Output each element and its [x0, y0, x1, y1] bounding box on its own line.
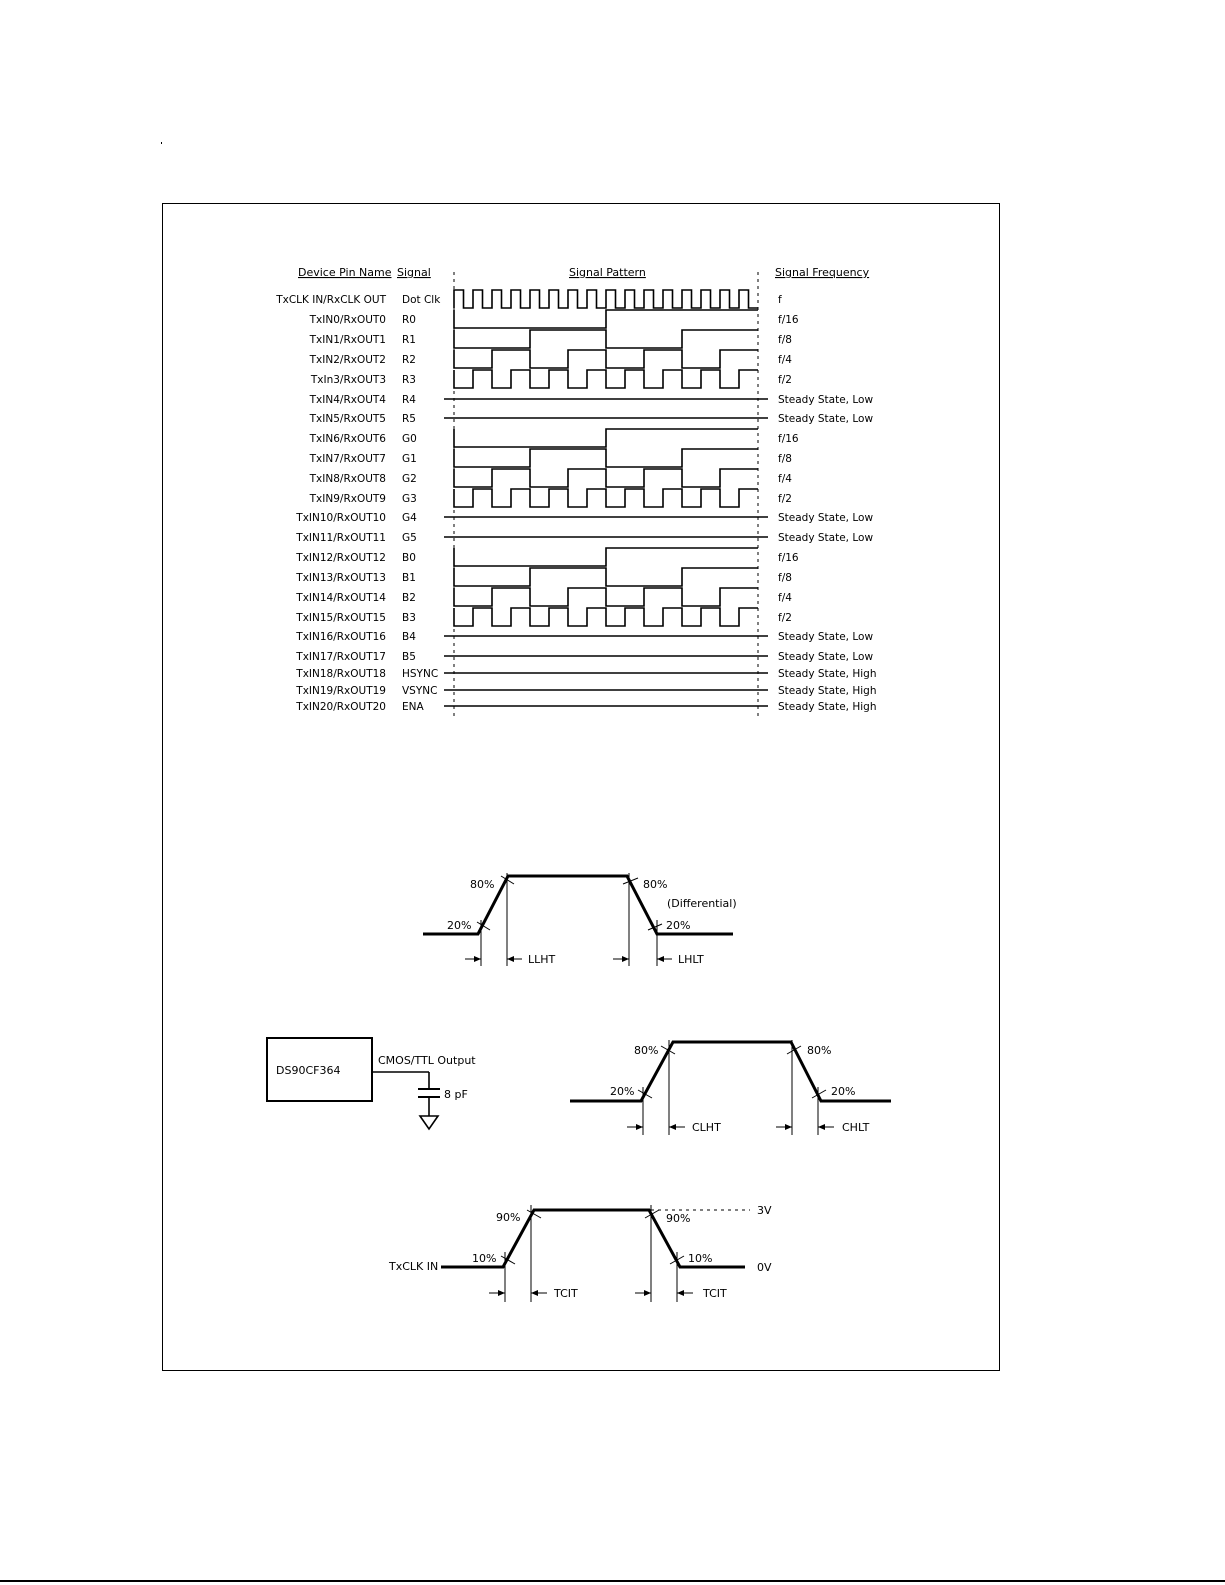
pin-name: TxIN10/RxOUT10: [296, 512, 386, 524]
pin-name: TxIN16/RxOUT16: [296, 631, 386, 643]
cmos-transition-diagram: [570, 1040, 891, 1135]
signal-waveform: [454, 290, 758, 308]
lvds-label-80-right: 80%: [643, 878, 668, 891]
signal-frequency: f/16: [778, 314, 799, 326]
lvds-rise-label: LLHT: [528, 953, 556, 966]
timing-row: [295, 701, 876, 713]
timing-row: [295, 548, 799, 566]
header-device-pin-name: Device Pin Name: [298, 266, 392, 279]
txclk-3v-label: 3V: [757, 1204, 772, 1217]
timing-row: [309, 394, 874, 406]
signal-frequency: f/4: [778, 354, 792, 366]
pin-name: TxIN8/RxOUT8: [309, 473, 386, 485]
cmos-fall-label: CHLT: [842, 1121, 870, 1134]
pin-name: TxIn3/RxOUT3: [310, 374, 386, 386]
timing-row: [295, 685, 876, 697]
lvds-arrowhead-2: [507, 956, 514, 962]
signal-frequency: Steady State, Low: [778, 532, 874, 544]
txclk-rise-label: TCIT: [554, 1287, 578, 1300]
signal-name: G4: [402, 512, 417, 524]
pin-name: TxIN7/RxOUT7: [309, 453, 386, 465]
lvds-label-20-right: 20%: [666, 919, 691, 932]
pin-name: TxIN2/RxOUT2: [309, 354, 386, 366]
signal-name: B1: [402, 572, 416, 584]
signal-name: B0: [402, 552, 416, 564]
cmos-rise-label: CLHT: [692, 1121, 721, 1134]
signal-waveform: [454, 310, 758, 328]
signal-waveform: [454, 350, 758, 368]
signal-name: HSYNC: [402, 668, 439, 680]
signal-name: B2: [402, 592, 416, 604]
signal-name: G2: [402, 473, 417, 485]
txclk-arrowhead-4: [677, 1290, 684, 1296]
pin-name: TxIN9/RxOUT9: [309, 493, 386, 505]
signal-frequency: Steady State, High: [778, 685, 877, 697]
signal-frequency: f/2: [778, 374, 792, 386]
pin-name: TxIN13/RxOUT13: [296, 572, 386, 584]
timing-row: [295, 608, 792, 626]
txclk-arrowhead-2: [531, 1290, 538, 1296]
signal-name: Dot Clk: [402, 294, 441, 306]
pin-name: TxIN5/RxOUT5: [309, 413, 386, 425]
signal-waveform: [454, 429, 758, 447]
signal-name: B3: [402, 612, 416, 624]
signal-frequency: Steady State, Low: [778, 512, 874, 524]
timing-row: [295, 532, 873, 544]
signal-frequency: f/16: [778, 433, 799, 445]
signal-waveform: [454, 330, 758, 348]
txclk-fall-label: TCIT: [703, 1287, 727, 1300]
ground-icon: [420, 1116, 438, 1129]
cmos-label-20-left: 20%: [610, 1085, 635, 1098]
lvds-label-20-left: 20%: [447, 919, 472, 932]
timing-row: [309, 469, 793, 487]
txclk-transition-diagram: [388, 1204, 772, 1302]
txclk-label-90-left: 90%: [496, 1211, 521, 1224]
signal-name: R1: [402, 334, 416, 346]
lvds-label-80-left: 80%: [470, 878, 495, 891]
txclk-signal-label: TxCLK IN: [389, 1260, 439, 1273]
pin-name: TxIN4/RxOUT4: [309, 394, 386, 406]
lvds-fall-label: LHLT: [678, 953, 704, 966]
cmos-label-20-right: 20%: [831, 1085, 856, 1098]
cmos-arrowhead-2: [669, 1124, 676, 1130]
timing-row: [309, 330, 792, 348]
signal-waveform: [454, 588, 758, 606]
signal-frequency: f/2: [778, 612, 792, 624]
signal-name: B4: [402, 631, 416, 643]
signal-frequency: Steady State, Low: [778, 651, 874, 663]
signal-waveform: [454, 608, 758, 626]
txclk-label-10-right: 10%: [688, 1252, 713, 1265]
txclk-arrowhead-3: [644, 1290, 651, 1296]
signal-waveform: [454, 568, 758, 586]
timing-row: [295, 651, 873, 663]
pin-name: TxIN20/RxOUT20: [296, 701, 386, 713]
lvds-transition-diagram: [423, 873, 737, 966]
signal-name: VSYNC: [402, 685, 438, 697]
cmos-label-80-left: 80%: [634, 1044, 659, 1057]
timing-row: [295, 512, 873, 524]
pin-name: TxIN1/RxOUT1: [309, 334, 386, 346]
cmos-arrowhead-1: [636, 1124, 643, 1130]
signal-waveform: [454, 370, 758, 388]
signal-name: G5: [402, 532, 417, 544]
cmos-load-diagram: [267, 1038, 476, 1129]
signal-frequency: f/4: [778, 592, 792, 604]
signal-frequency: f: [778, 294, 782, 306]
timing-row: [275, 290, 782, 308]
signal-frequency: f/8: [778, 334, 792, 346]
cmos-label-80-right: 80%: [807, 1044, 832, 1057]
header-signal-frequency: Signal Frequency: [775, 266, 870, 279]
pin-name: TxIN14/RxOUT14: [296, 592, 386, 604]
header-signal-pattern: Signal Pattern: [569, 266, 646, 279]
signal-name: G0: [402, 433, 417, 445]
txclk-arrowhead-1: [498, 1290, 505, 1296]
output-label: CMOS/TTL Output: [378, 1054, 476, 1067]
signal-frequency: Steady State, Low: [778, 631, 874, 643]
lvds-differential-note: (Differential): [667, 897, 737, 910]
signal-name: R3: [402, 374, 416, 386]
pin-name: TxIN18/RxOUT18: [296, 668, 386, 680]
txclk-0v-label: 0V: [757, 1261, 772, 1274]
signal-frequency: f/8: [778, 453, 792, 465]
signal-waveform: [454, 449, 758, 467]
txclk-label-90-right: 90%: [666, 1212, 691, 1225]
pin-name: TxIN17/RxOUT17: [296, 651, 386, 663]
lvds-arrowhead-3: [622, 956, 629, 962]
signal-frequency: f/8: [778, 572, 792, 584]
timing-row: [295, 668, 876, 680]
pin-name: TxCLK IN/RxCLK OUT: [276, 294, 386, 306]
timing-row: [309, 449, 792, 467]
page-bottom-rule: [0, 1580, 1225, 1582]
timing-pattern-diagram: [275, 266, 876, 720]
timing-row: [309, 413, 874, 425]
lvds-arrowhead-4: [657, 956, 664, 962]
signal-name: R5: [402, 413, 416, 425]
signal-frequency: Steady State, Low: [778, 413, 874, 425]
header-signal: Signal: [397, 266, 431, 279]
signal-waveform: [454, 489, 758, 507]
timing-row: [295, 631, 873, 643]
signal-frequency: f/4: [778, 473, 792, 485]
pin-name: TxIN12/RxOUT12: [296, 552, 386, 564]
signal-name: G1: [402, 453, 417, 465]
signal-frequency: f/16: [778, 552, 799, 564]
timing-row: [309, 489, 792, 507]
signal-name: G3: [402, 493, 417, 505]
timing-row: [310, 370, 792, 388]
timing-row: [295, 568, 792, 586]
txclk-label-10-left: 10%: [472, 1252, 497, 1265]
signal-frequency: f/2: [778, 493, 792, 505]
timing-row: [309, 350, 793, 368]
pin-name: TxIN19/RxOUT19: [296, 685, 386, 697]
signal-name: B5: [402, 651, 416, 663]
timing-row: [295, 588, 792, 606]
signal-waveform: [454, 548, 758, 566]
signal-name: ENA: [402, 701, 424, 713]
signal-waveform: [454, 469, 758, 487]
pin-name: TxIN15/RxOUT15: [296, 612, 386, 624]
timing-rows: [275, 290, 876, 713]
pin-name: TxIN6/RxOUT6: [309, 433, 386, 445]
timing-row: [309, 429, 799, 447]
cmos-arrowhead-4: [818, 1124, 825, 1130]
signal-frequency: Steady State, High: [778, 701, 877, 713]
signal-frequency: Steady State, Low: [778, 394, 874, 406]
timing-row: [309, 310, 799, 328]
signal-name: R2: [402, 354, 416, 366]
cmos-arrowhead-3: [785, 1124, 792, 1130]
signal-name: R4: [402, 394, 416, 406]
signal-frequency: Steady State, High: [778, 668, 877, 680]
device-name: DS90CF364: [276, 1064, 341, 1077]
pin-name: TxIN11/RxOUT11: [296, 532, 386, 544]
signal-name: R0: [402, 314, 416, 326]
lvds-arrowhead-1: [474, 956, 481, 962]
pin-name: TxIN0/RxOUT0: [309, 314, 386, 326]
cap-label: 8 pF: [444, 1088, 468, 1101]
